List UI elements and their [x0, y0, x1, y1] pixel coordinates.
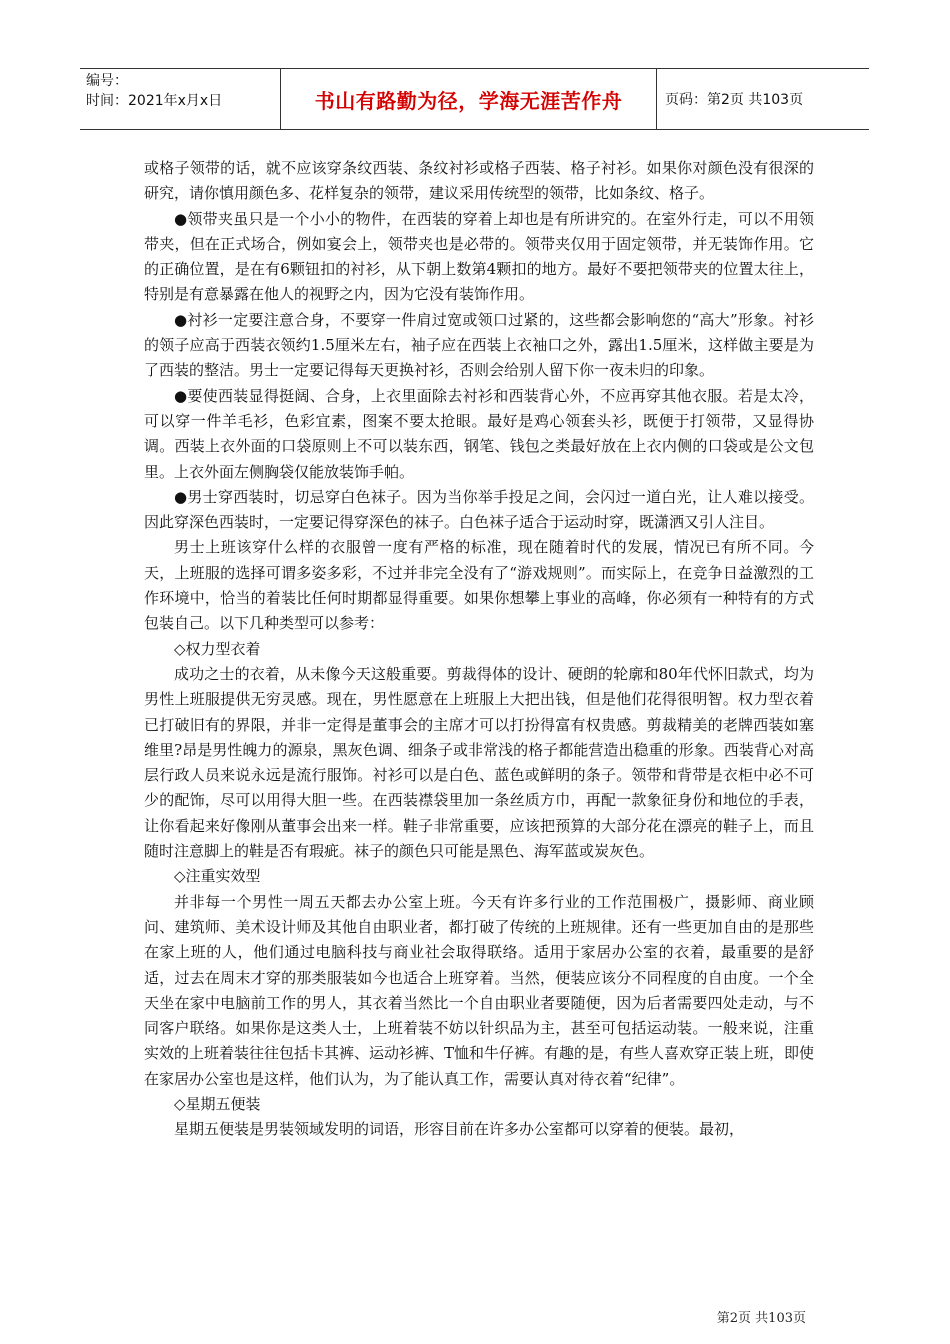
header-page-info: 页码：第2页 共103页 [665, 92, 804, 108]
section-heading: ◇注重实效型 [174, 867, 261, 886]
section-heading: ◇星期五便装 [174, 1094, 261, 1113]
paragraph: ●男士穿西装时，切忌穿白色袜子。因为当你举手投足之间，会闪过一道白光，让人难以接受。因此穿深色西装时，一定要记得穿深色的袜子。白色袜子适合于运动时穿，既潇洒又引人注目。 [144, 487, 814, 532]
paragraph: ●领带夹虽只是一个小小的物件，在西装的穿着上却也是有所讲究的。在室外行走，可以不用领带夹，但在正式场合，例如宴会上，领带夹也是必带的。领带夹仅用于固定领带，并无装饰作用。它的正确位置，是在有6颗钮扣的衬衫，从下朝上数第4颗扣的地方。最好不要把领带夹的位置太往上，特别是有意暴露在他人的视野之内，因为它没有装饰作用。 [144, 209, 814, 304]
header-motto: 书山有路勤为径，学海无涯苦作舟 [280, 69, 657, 129]
document-body [144, 156, 814, 1143]
page-footer: 第2页 共103页 [716, 1311, 806, 1326]
paragraph: 或格子领带的话，就不应该穿条纹西装、条纹衬衫或格子西装、格子衬衫。如果你对颜色没有很深的研究，请你慎用颜色多、花样复杂的领带，建议采用传统型的领带，比如条纹、格子。 [144, 159, 814, 203]
section-heading: ◇权力型衣着 [174, 639, 261, 658]
paragraph: 男士上班该穿什么样的衣服曾一度有严格的标准，现在随着时代的发展，情况已有所不同。今天，上班服的选择可谓多姿多彩，不过并非完全没有了“游戏规则”。而实际上，在竞争日益激烈的工作环境中，恰当的着装比任何时期都显得重要。如果你想攀上事业的高峰，你必须有一种特有的方式包装自己。以下几种类型可以参考： [144, 538, 814, 633]
paragraph: 星期五便装是男装领域发明的词语，形容目前在许多办公室都可以穿着的便装。最初， [174, 1120, 745, 1139]
header-meta [80, 69, 280, 129]
paragraph: 并非每一个男性一周五天都去办公室上班。今天有许多行业的工作范围极广，摄影师、商业顾问、建筑师、美术设计师及其他自由职业者，都打破了传统的上班规律。还有一些更加自由的是那些在家上班的人，他们通过电脑科技与商业社会取得联络。适用于家居办公室的衣着，最重要的是舒适，过去在周末才穿的那类服装如今也适合上班穿着。当然，便装应该分不同程度的自由度。一个全天坐在家中电脑前工作的男人，其衣着当然比一个自由职业者要随便，因为后者需要四处走动，与不同客户联络。如果你是这类人士，上班着装不妨以针织品为主，甚至可包括运动装。一般来说，注重实效的上班着装往往包括卡其裤、运动衫裤、T恤和牛仔裤。有趣的是，有些人喜欢穿正装上班，即使在家居办公室也是这样，他们认为，为了能认真工作，需要认真对待衣着“纪律”。 [144, 892, 815, 1088]
paragraph: 成功之士的衣着，从未像今天这般重要。剪裁得体的设计、硬朗的轮廓和80年代怀旧款式，均为男性上班服提供无穷灵感。现在，男性愿意在上班服上大把出钱，但是他们花得很明智。权力型衣着已打破旧有的界限，并非一定得是董事会的主席才可以打扮得富有权贵感。剪裁精美的老牌西装如塞维里?昂是男性魄力的源泉，黑灰色调、细条子或非常浅的格子都能营造出稳重的形象。西装背心对高层行政人员来说永远是流行服饰。衬衫可以是白色、蓝色或鲜明的条子。领带和背带是衣柜中必不可少的配饰，尽可以用得大胆一些。在西装襟袋里加一条丝质方巾，再配一款象征身份和地位的手表，让你看起来好像刚从董事会出来一样。鞋子非常重要，应该把预算的大部分花在漂亮的鞋子上，而且随时注意脚上的鞋是否有瑕疵。袜子的颜色只可能是黑色、海军蓝或炭灰色。 [144, 664, 814, 861]
time-label: 时间：2021年x月x日 [86, 93, 223, 109]
paragraph: ●要使西装显得挺阔、合身，上衣里面除去衬衫和西装背心外，不应再穿其他衣服。若是太冷，可以穿一件羊毛衫，色彩宜素，图案不要太抢眼。最好是鸡心领套头衫，既便于打领带，又显得协调。西装上衣外面的口袋原则上不可以装东西，钢笔、钱包之类最好放在上衣内侧的口袋或是公文包里。上衣外面左侧胸袋仅能放装饰手帕。 [144, 386, 814, 481]
page-header [80, 68, 869, 130]
number-label: 编号： [86, 73, 128, 89]
paragraph: ●衬衫一定要注意合身，不要穿一件肩过宽或领口过紧的，这些都会影响您的“高大”形象。衬衫的领子应高于西装衣领约1.5厘米左右，袖子应在西装上衣袖口之外，露出1.5厘米，这样做主要是为了西装的整洁。男士一定要记得每天更换衬衫，否则会给别人留下你一夜未归的印象。 [144, 310, 814, 380]
